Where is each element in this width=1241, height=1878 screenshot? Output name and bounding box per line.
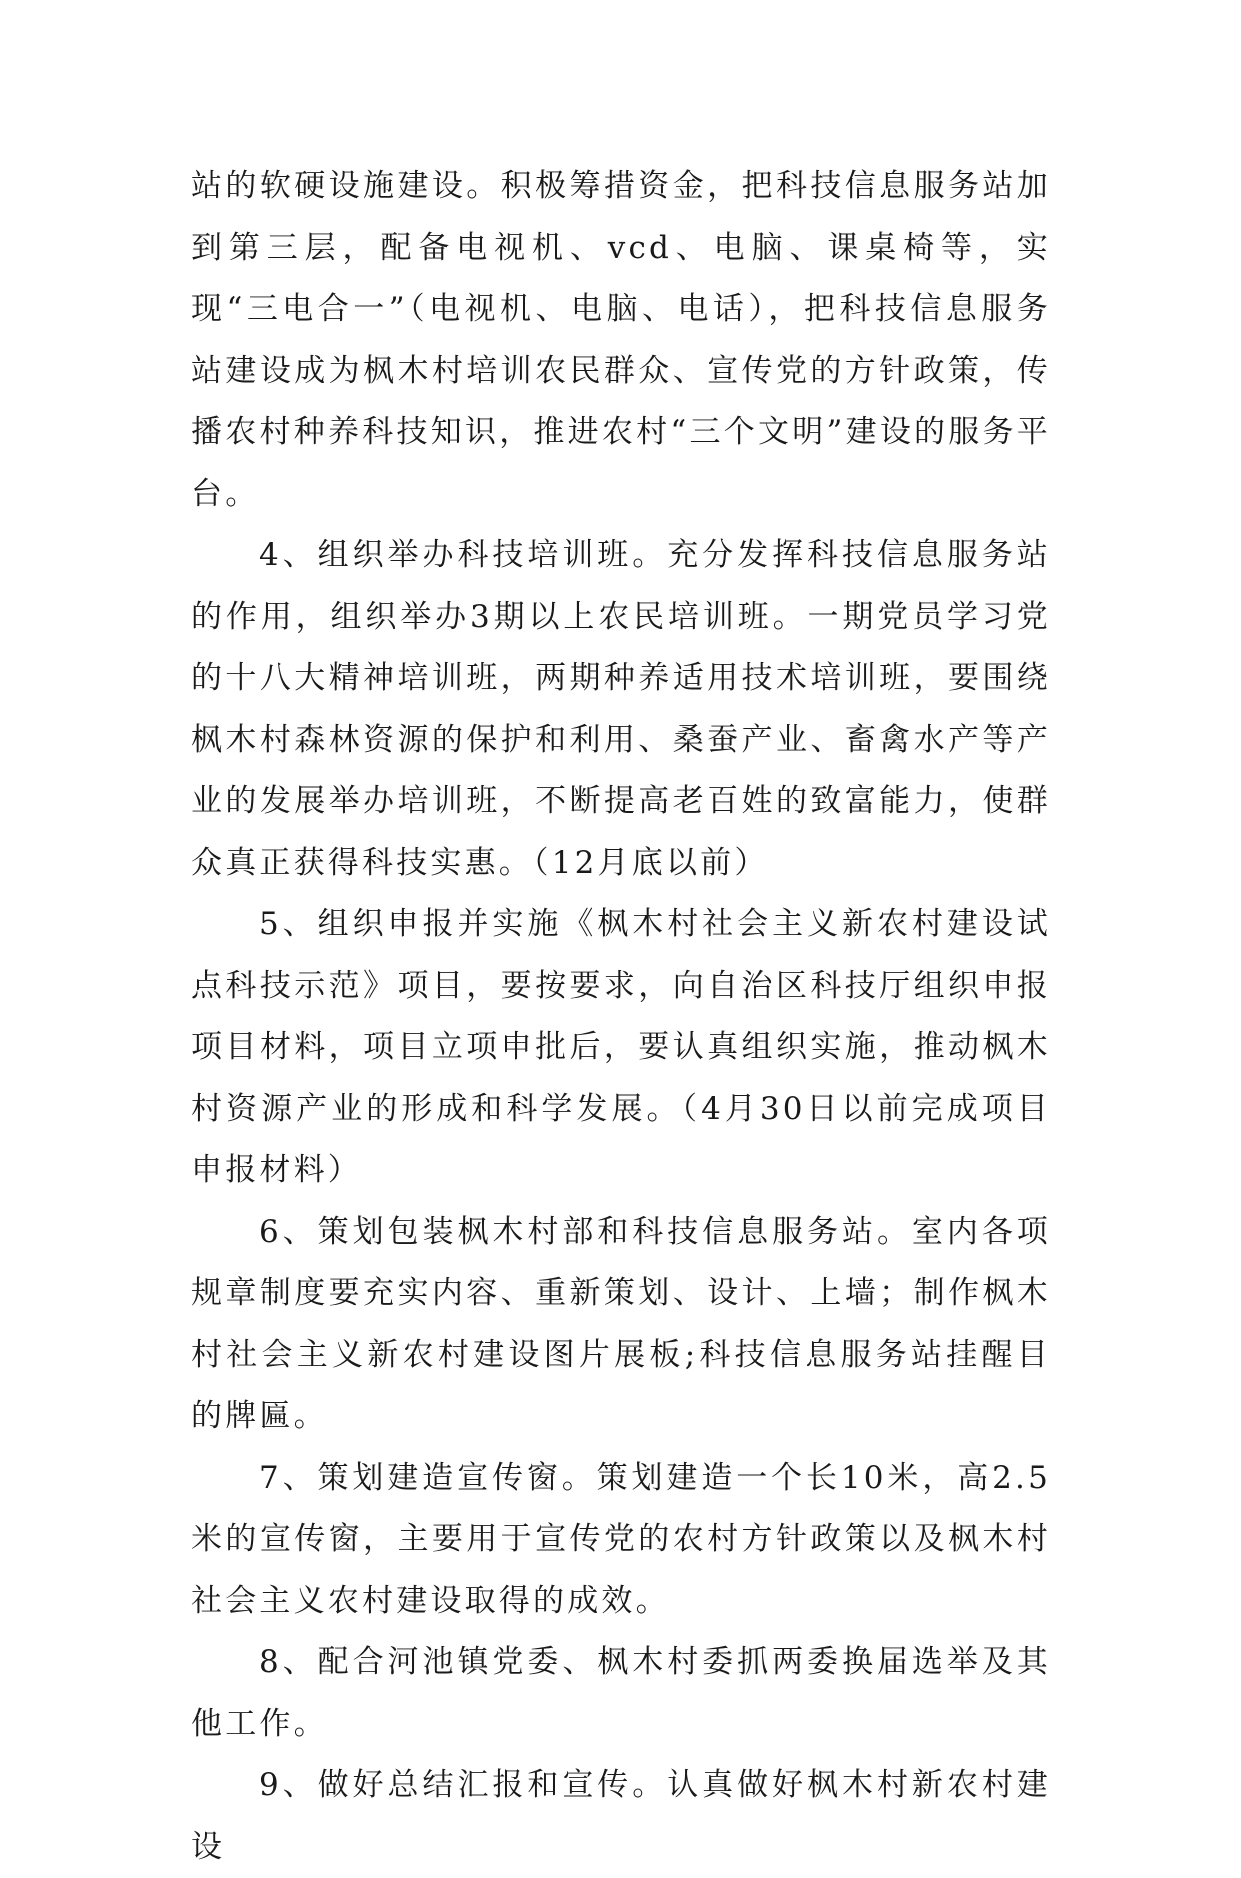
- paragraph-continuation: 站的软硬设施建设。积极筹措资金，把科技信息服务站加到第三层，配备电视机、vcd、电脑、课桌椅等，实现“三电合一”（电视机、电脑、电话），把科技信息服务站建设成为枫木村培训农民群众、宣传党的方针政策，传播农村种养科技知识，推进农村“三个文明”建设的服务平台。: [191, 168, 1051, 512]
- document-body: [191, 156, 1051, 1878]
- paragraph-item-4: 4、组织举办科技培训班。充分发挥科技信息服务站的作用，组织举办3期以上农民培训班。一期党员学习党的十八大精神培训班，两期种养适用技术培训班，要围绕枫木村森林资源的保护和利用、桑蚕产业、畜禽水产等产业的发展举办培训班，不断提高老百姓的致富能力，使群众真正获得科技实惠。（12月底以前）: [191, 537, 1051, 881]
- paragraph-item-9: 9、做好总结汇报和宣传。认真做好枫木村新农村建设: [191, 1767, 1051, 1865]
- paragraph-item-6: 6、策划包装枫木村部和科技信息服务站。室内各项规章制度要充实内容、重新策划、设计、上墙；制作枫木村社会主义新农村建设图片展板;科技信息服务站挂醒目的牌匾。: [191, 1213, 1051, 1434]
- paragraph-item-5: 5、组织申报并实施《枫木村社会主义新农村建设试点科技示范》项目，要按要求，向自治区科技厅组织申报项目材料，项目立项申批后，要认真组织实施，推动枫木村资源产业的形成和科学发展。（4月30日以前完成项目申报材料）: [191, 906, 1051, 1188]
- paragraph-item-7: 7、策划建造宣传窗。策划建造一个长10米，高2.5米的宣传窗，主要用于宣传党的农村方针政策以及枫木村社会主义农村建设取得的成效。: [191, 1459, 1051, 1619]
- paragraph-item-8: 8、配合河池镇党委、枫木村委抓两委换届选举及其他工作。: [191, 1644, 1051, 1742]
